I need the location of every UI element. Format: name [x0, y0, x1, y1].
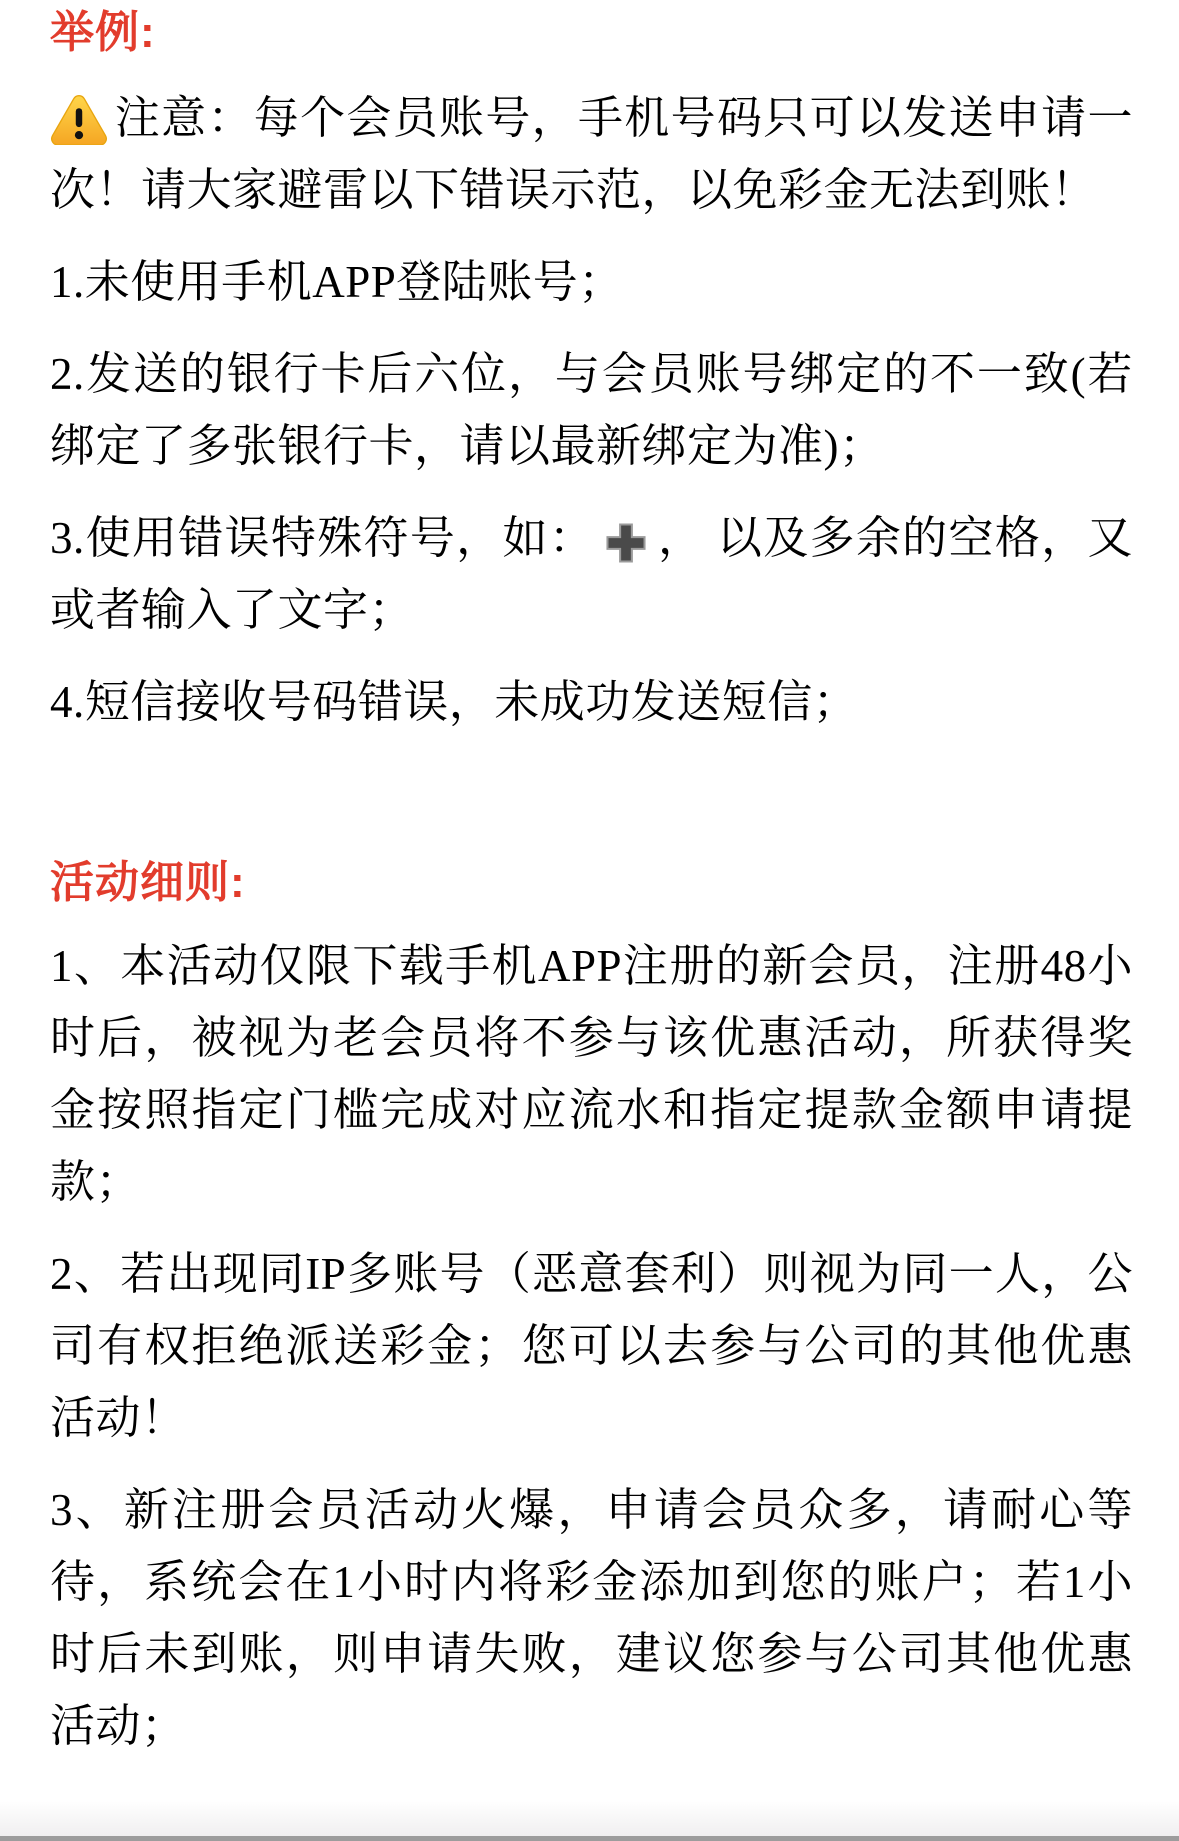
error-example-item-1: [50, 246, 1133, 318]
error-example-item-3-text-before: 3.使用错误特殊符号，如：: [50, 513, 596, 563]
rule-item-3: [50, 1474, 1133, 1762]
warning-text: 注意：每个会员账号，手机号码只可以发送申请一次！请大家避雷以下错误示范，以免彩金无法到账！: [50, 93, 1133, 215]
error-example-item-2: [50, 338, 1133, 482]
rule-item-3-text: 3、新注册会员活动火爆，申请会员众多，请耐心等待，系统会在1小时内将彩金添加到您的账户；若1小时后未到账，则申请失败，建议您参与公司其他优惠活动；: [50, 1485, 1133, 1751]
error-example-item-1-text: 1.未使用手机APP登陆账号；: [50, 257, 624, 307]
rule-item-1: [50, 930, 1133, 1218]
rule-item-1-text: 1、本活动仅限下载手机APP注册的新会员，注册48小时后，被视为老会员将不参与该优惠活动，所获得奖金按照指定门槛完成对应流水和指定提款金额申请提款；: [50, 941, 1133, 1207]
error-example-item-4-text: 4.短信接收号码错误，未成功发送短信；: [50, 677, 859, 727]
page-bottom-edge-divider: [0, 1801, 1179, 1841]
error-example-item-3-text-after: ， 以及多余的空格，又或者输入了文字；: [50, 513, 1133, 635]
error-example-item-3: [50, 502, 1133, 646]
rules-section-heading: 活动细则:: [50, 858, 246, 907]
rule-item-2: [50, 1238, 1133, 1454]
error-example-item-4: [50, 666, 1133, 738]
warning-triangle-icon: [50, 93, 114, 145]
plus-icon: [595, 520, 657, 566]
rule-item-2-text: 2、若出现同IP多账号（恶意套利）则视为同一人，公司有权拒绝派送彩金；您可以去参与公司的其他优惠活动！: [50, 1249, 1133, 1443]
error-example-item-2-text: 2.发送的银行卡后六位，与会员账号绑定的不一致(若绑定了多张银行卡，请以最新绑定为准)；: [50, 349, 1133, 471]
warning-paragraph: [50, 82, 1133, 226]
example-section-heading: 举例:: [50, 8, 156, 57]
